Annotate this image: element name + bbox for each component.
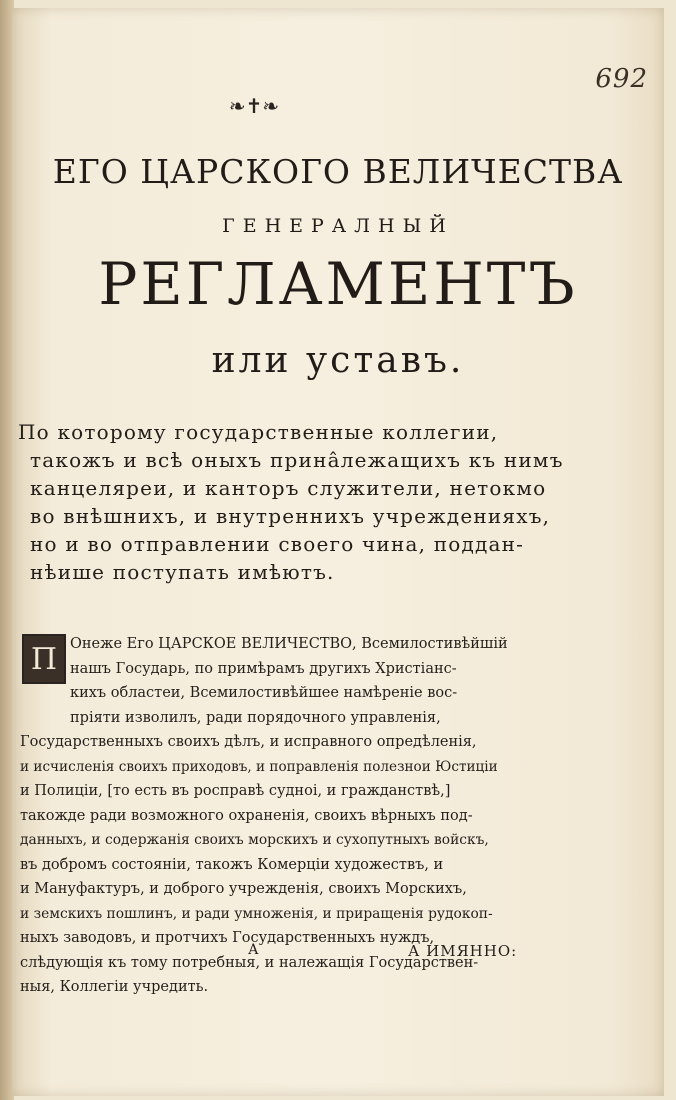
catchword-right: А ИМЯННО: [408, 942, 518, 960]
body-line: и Полиціи, [то есть въ росправѣ судноі, и гражданствѣ,] [20, 783, 451, 799]
body-line: нашъ Государь, по примѣрамъ другихъ Христіанс- [70, 660, 457, 677]
title-line-2: ГЕНЕРАЛНЫЙ [222, 215, 454, 237]
subtitle-line: во внѣшнихъ, и внутреннихъ учрежденияхъ, [30, 504, 551, 528]
subtitle-line: но и во отправлении своего чина, поддан- [30, 532, 525, 556]
body-line: и Мануфактуръ, и доброго учрежденія, своихъ Морскихъ, [20, 881, 467, 897]
body-line: данныхъ, и содержанія своихъ морскихъ и сухопутныхъ войскъ, [20, 832, 489, 848]
body-line: и исчисленія своихъ приходовъ, и поправленія полезнои Юстиціи [20, 758, 498, 775]
body-line: Онеже Его ЦАРСКОЕ ВЕЛИЧЕСТВО, Всемилостивѣйшій [70, 636, 508, 652]
body-line: такожде ради возможного охраненія, своихъ вѣрныхъ под- [20, 807, 473, 824]
title-line-1: ЕГО ЦАРСКОГО ВЕЛИЧЕСТВА [52, 152, 624, 191]
body-line: Государственныхъ своихъ дѣлъ, и исправного опредѣленія, [20, 734, 477, 750]
dropcap-initial: П [22, 634, 66, 684]
body-line: ныхъ заводовъ, и протчихъ Государственныхъ нуждъ, [20, 930, 435, 946]
catchword-left: А [248, 942, 259, 958]
body-line: и земскихъ пошлинъ, и ради умноженія, и приращенія рудокоп- [20, 905, 493, 922]
body-line: ныя, Коллегіи учредить. [20, 979, 209, 995]
subtitle-line: канцеляреи, и канторъ служители, нетокмо [30, 476, 547, 500]
subtitle-line: нѣише поступать имѣютъ. [30, 560, 335, 584]
subtitle-paragraph [18, 418, 564, 586]
title-line-4: или уставъ. [211, 340, 465, 381]
title-line-3: РЕГЛАМЕНТЪ [98, 250, 578, 318]
body-line: въ добромъ состояніи, такожъ Комерціи художествъ, и [20, 856, 444, 873]
subtitle-line: такожъ и всѣ оныхъ прина̂лежащихъ къ нимъ [30, 448, 564, 472]
subtitle-line: По которому государственные коллегии, [18, 420, 499, 444]
body-line: кихъ областеи, Всемилостивѣйшее намѣреніе вос- [70, 685, 458, 701]
ornament-icon: ❧✝❧ [228, 94, 280, 118]
body-line: пріяти изволилъ, ради порядочного управленія, [70, 709, 441, 726]
folio-number: 692 [595, 64, 648, 94]
body-line: слѣдующія къ тому потребныя, и належащія Государствен- [20, 954, 479, 971]
